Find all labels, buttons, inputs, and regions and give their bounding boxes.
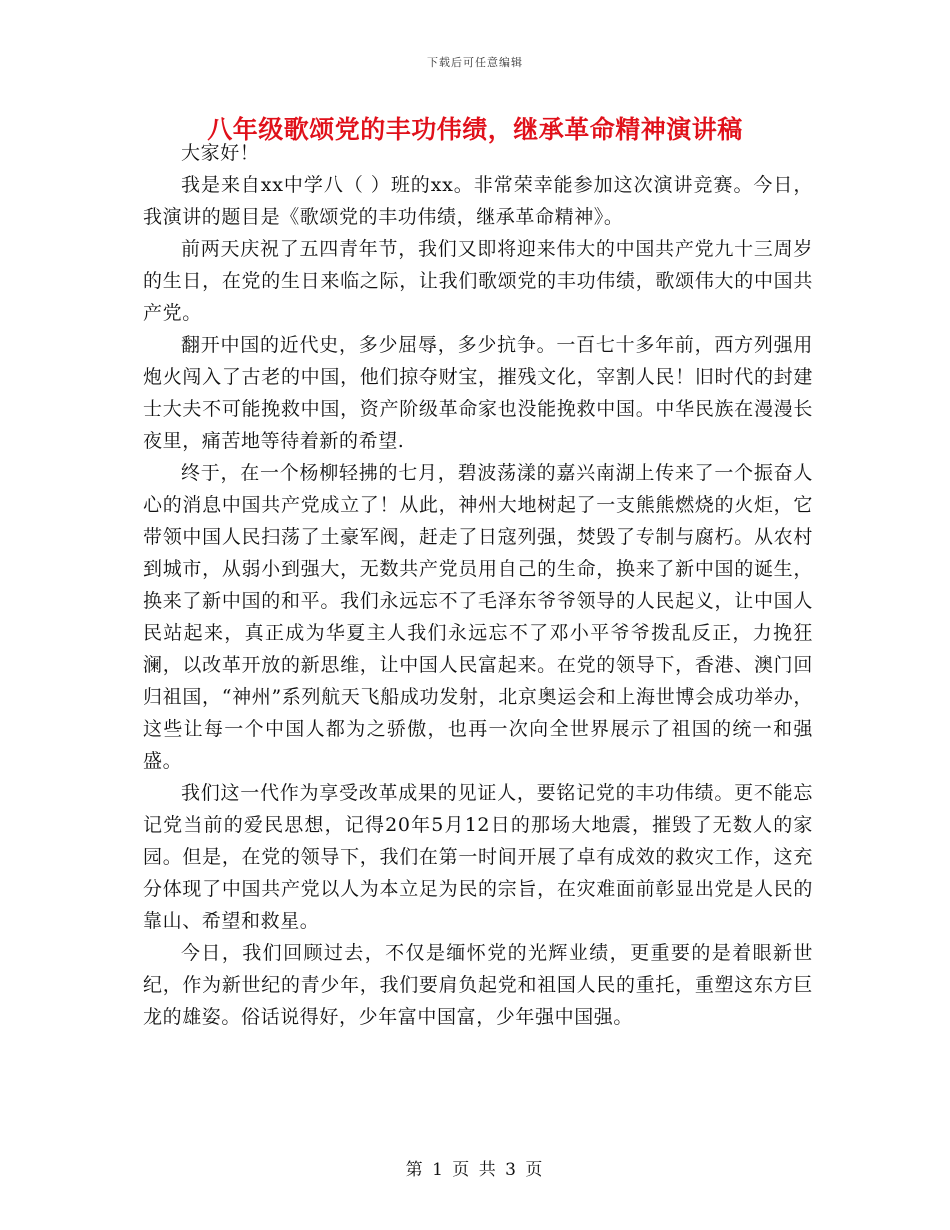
paragraph-greeting: 大家好！ (181, 142, 260, 164)
page-number: 第 1 页 共 3 页 (405, 1160, 545, 1180)
paragraph-looking-ahead: 今日，我们回顾过去，不仅是缅怀党的光辉业绩，更重要的是着眼新世纪，作为新世纪的青少年，我们要肩负起党和祖国人民的重托，重塑这东方巨龙的雄姿。俗话说得好，少年富中国富，少年强中国强。 (143, 942, 813, 1028)
paragraph-introduction: 我是来自xx中学八（ ）班的xx。非常荣幸能参加这次演讲竞赛。今日，我演讲的题目是《歌颂党的丰功伟绩，继承革命精神》。 (143, 174, 813, 228)
document-body (143, 137, 813, 1033)
paragraph-our-generation: 我们这一代作为享受改革成果的见证人，要铭记党的丰功伟绩。更不能忘记党当前的爱民思想，记得20年5月12日的那场大地震，摧毁了无数人的家园。但是，在党的领导下，我们在第一时间开展了卓有成效的救灾工作，这充分体现了中国共产党以人为本立足为民的宗旨，在灾难面前彰显出党是人民的靠山、希望和救星。 (143, 782, 813, 932)
paragraph-party-founding: 终于，在一个杨柳轻拂的七月，碧波荡漾的嘉兴南湖上传来了一个振奋人心的消息中国共产党成立了！从此，神州大地树起了一支熊熊燃烧的火炬，它带领中国人民扫荡了土豪军阀，赶走了日寇列强，焚毁了专制与腐朽。从农村到城市，从弱小到强大，无数共产党员用自己的生命，换来了新中国的诞生，换来了新中国的和平。我们永远忘不了毛泽东爷爷领导的人民起义，让中国人民站起来，真正成为华夏主人我们永远忘不了邓小平爷爷拨乱反正，力挽狂澜，以改革开放的新思维，让中国人民富起来。在党的领导下，香港、澳门回归祖国，“神州”系列航天飞船成功发射，北京奥运会和上海世博会成功举办，这些让每一个中国人都为之骄傲，也再一次向全世界展示了祖国的统一和强盛。 (143, 462, 813, 772)
header-note: 下载后可任意编辑 (427, 56, 523, 69)
document-title: 八年级歌颂党的丰功伟绩，继承革命精神演讲稿 (207, 115, 743, 144)
paragraph-history: 翻开中国的近代史，多少屈辱，多少抗争。一百七十多年前，西方列强用炮火闯入了古老的中国，他们掠夺财宝，摧残文化，宰割人民！旧时代的封建士大夫不可能挽救中国，资产阶级革命家也没能挽救中国。中华民族在漫漫长夜里，痛苦地等待着新的希望. (143, 334, 813, 452)
paragraph-occasion: 前两天庆祝了五四青年节，我们又即将迎来伟大的中国共产党九十三周岁的生日，在党的生日来临之际，让我们歌颂党的丰功伟绩，歌颂伟大的中国共产党。 (143, 238, 813, 324)
